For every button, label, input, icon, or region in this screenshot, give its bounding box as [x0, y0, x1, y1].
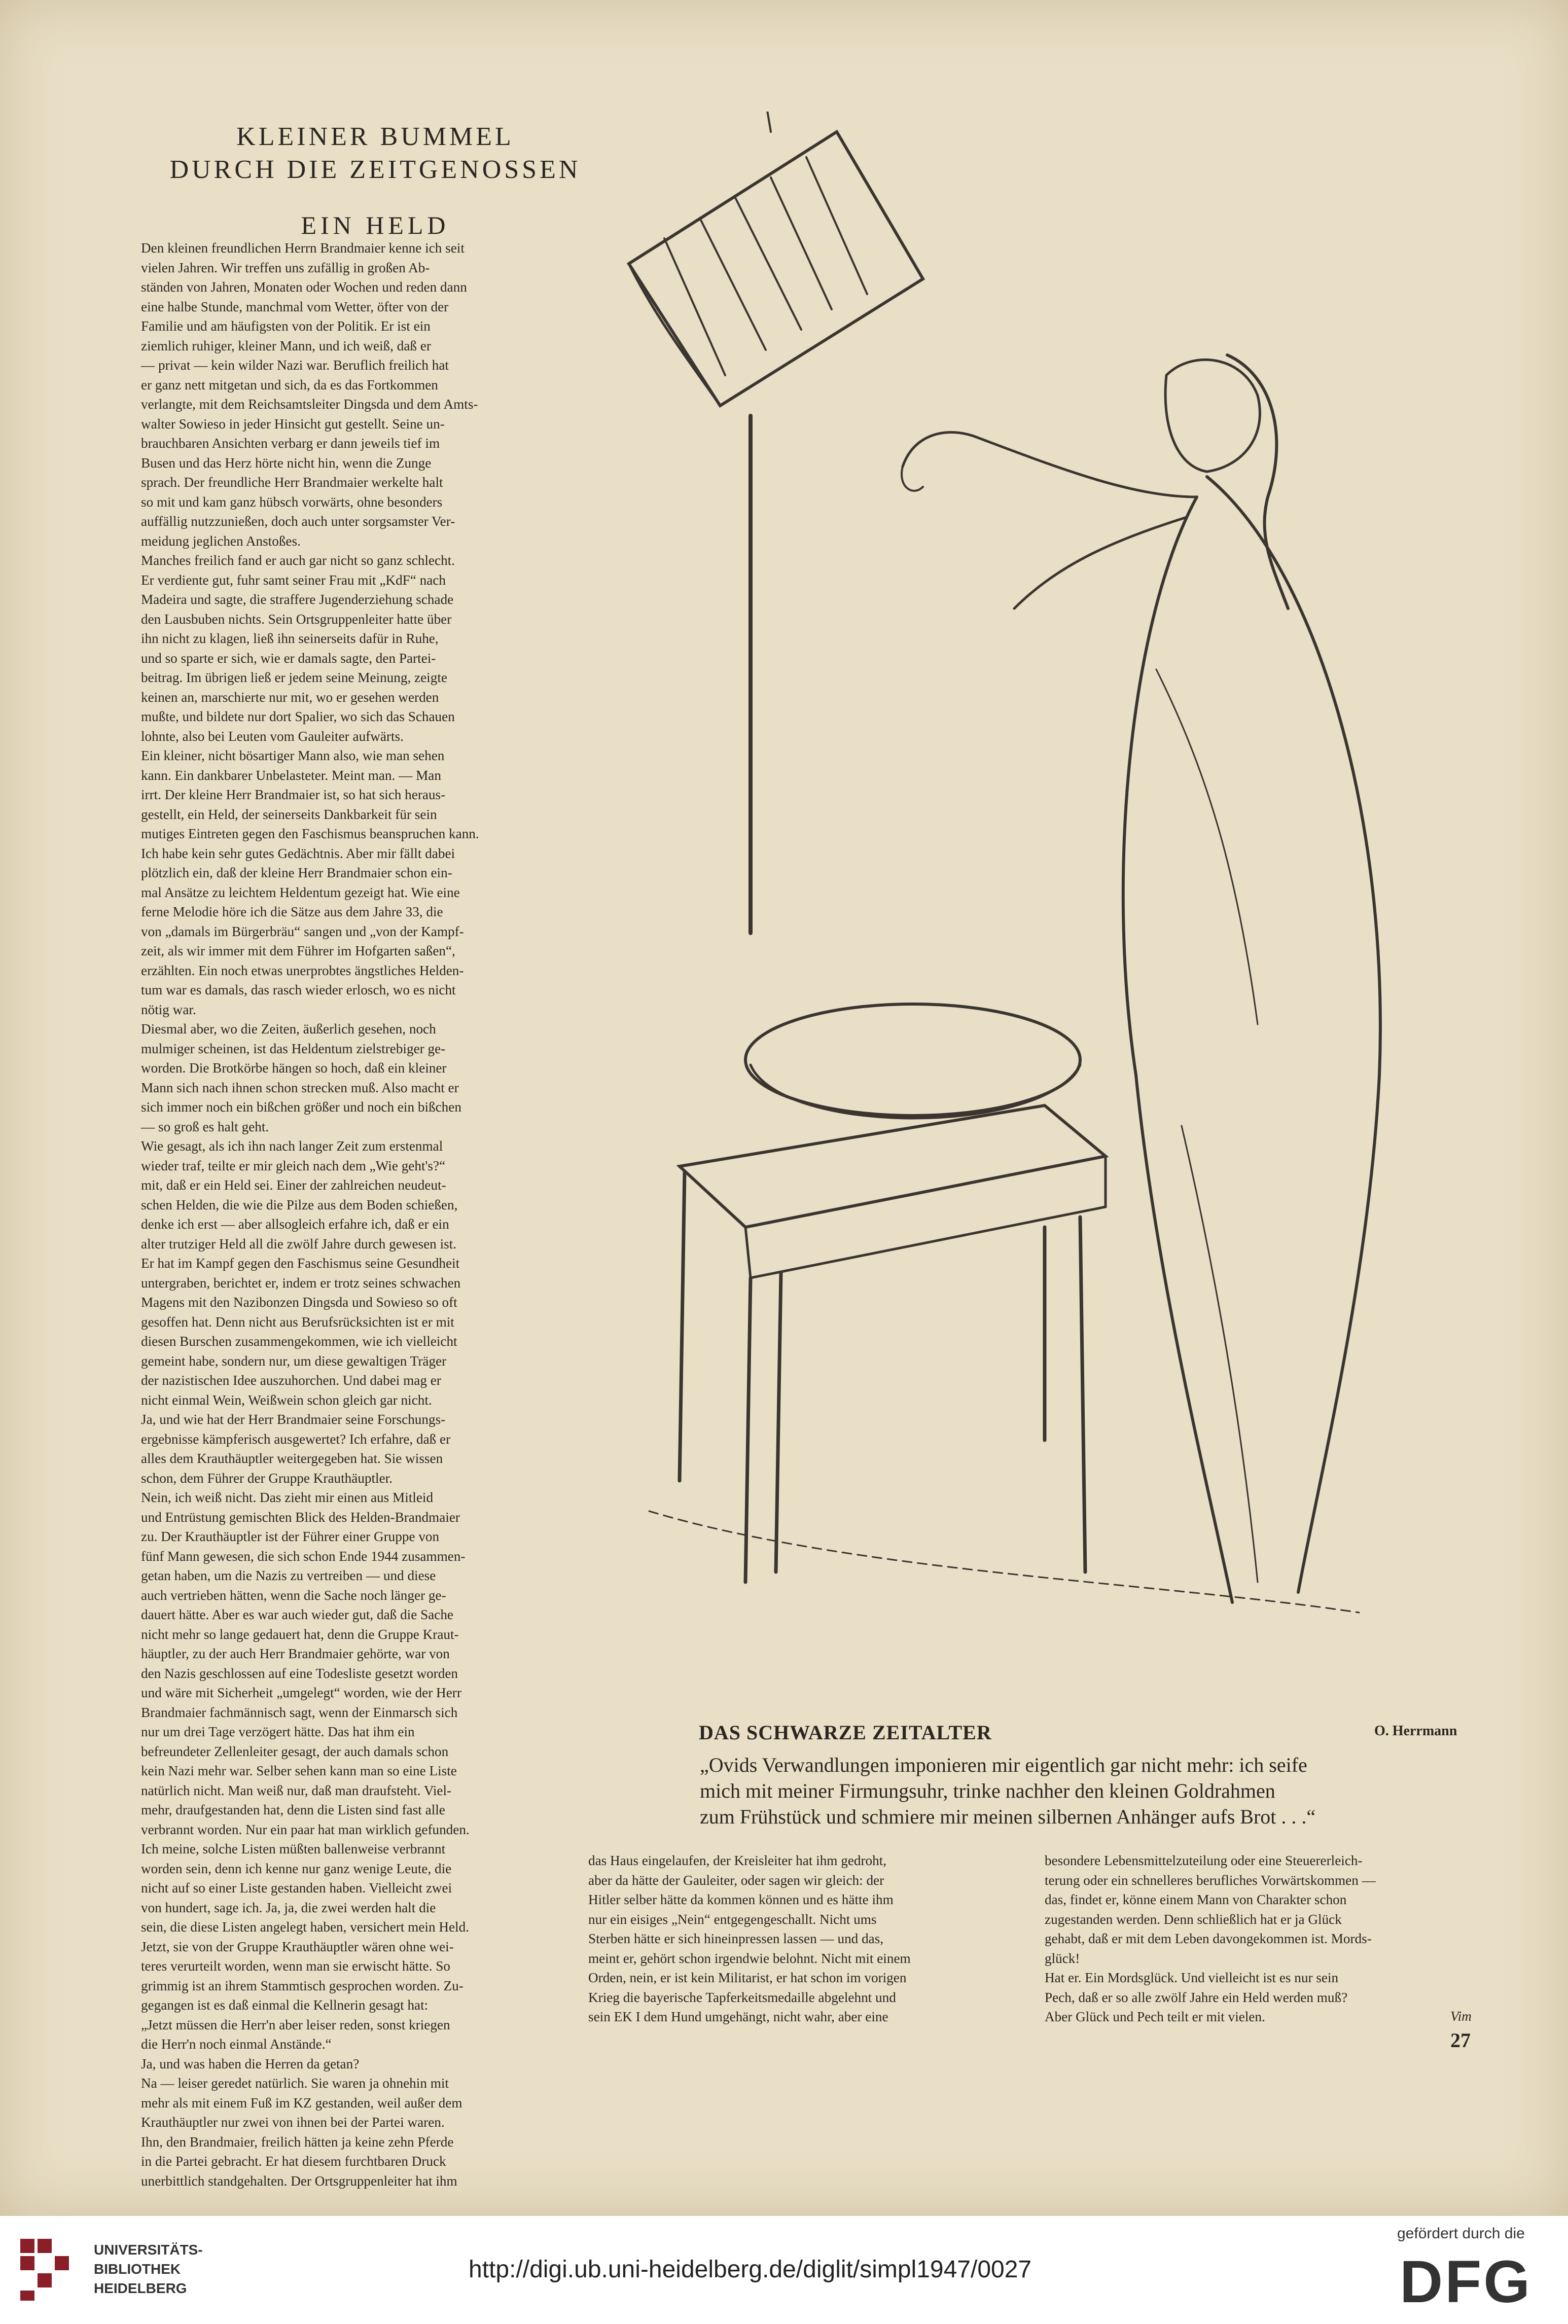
funder-label: gefördert durch die — [1397, 2225, 1525, 2242]
illustration-caption-title: DAS SCHWARZE ZEITALTER — [699, 1721, 992, 1744]
page-number: 27 — [1450, 2029, 1471, 2052]
illustration-artist-credit: O. Herrmann — [1374, 1723, 1457, 1739]
library-name-line: BIBLIOTHEK — [94, 2261, 181, 2277]
library-name-line: UNIVERSITÄTS- — [94, 2242, 203, 2258]
headline-ein-held: EIN HELD — [301, 211, 450, 239]
university-library-name[interactable] — [94, 2240, 203, 2298]
headline-kleiner-bummel: KLEINER BUMMEL — [236, 122, 514, 151]
article-main-column: Den kleinen freundlichen Herrn Brandmaier kenne ich seit vielen Jahren. Wir treffen uns zufällig in großen Ab- ständen von Jahren, Monaten oder Wochen und reden dann eine halbe Stunde, manchmal vom Wetter, öfter von der Familie und am häufigsten von der Politik. Er ist ein ziemlich ruhiger, kleiner Mann, und ich weiß, daß er — privat — kein wilder Nazi war. Beruflich freilich hat er ganz nett mitgetan und sich, da es das Fortkommen verlangte, mit dem Reichsamtsleiter Dingsda und dem Amts- walter Sowieso in jeder Hinsicht gut gestellt. Seine un- brauchbaren Ansichten verbarg er dann jeweils tief im Busen und das Herz hörte nicht hin, wenn die Zunge sprach. Der freundliche Herr Brandmaier werkelte halt so mit und kam ganz hübsch vorwärts, ohne besonders auffällig nutzzunießen, doch auch unter sorgsamster Ver- meidung jeglichen Anstoßes. Manches freilich fand er auch gar nicht so ganz schlecht. Er verdiente gut, fuhr samt seiner Frau mit „KdF“ nach Madeira und sagte, die straffere Jugenderziehung schade den Lausbuben nichts. Sein Ortsgruppenleiter hatte über ihn nicht zu klagen, ließ ihn seinerseits dafür in Ruhe, und so sparte er sich, wie er damals sagte, den Partei- beitrag. Im übrigen ließ er jedem seine Meinung, zeigte keinen an, marschierte nur mit, wo er gesehen werden mußte, und bildete nur dort Spalier, wo sich das Schauen lohnte, also bei Leuten vom Gauleiter aufwärts. Ein kleiner, nicht bösartiger Mann also, wie man sehen kann. Ein dankbarer Unbelasteter. Meint man. — Man irrt. Der kleine Herr Brandmaier ist, so hat sich heraus- gestellt, ein Held, der seinerseits Dankbarkeit für sein mutiges Eintreten gegen den Faschismus beanspruchen kann. Ich habe kein sehr gutes Gedächtnis. Aber mir fällt dabei plötzlich ein, daß der kleine Herr Brandmaier schon ein- mal Ansätze zu leichtem Heldentum gezeigt hat. Wie eine ferne Melodie höre ich die Sätze aus dem Jahre 33, die von „damals im Bürgerbräu“ sangen und „von der Kampf- zeit, als wir immer mit dem Führer im Hofgarten saßen“, erzählten. Ein noch etwas unerprobtes ängstliches Helden- tum war es damals, das rasch wieder erlosch, wo es nicht nötig war. Diesmal aber, wo die Zeiten, äußerlich gesehen, noch mulmiger scheinen, ist das Heldentum zielstrebiger ge- worden. Die Brotkörbe hängen so hoch, daß ein kleiner Mann sich nach ihnen schon strecken muß. Also macht er sich immer noch ein bißchen größer und noch ein bißchen — so groß es halt geht. Wie gesagt, als ich ihn nach langer Zeit zum erstenmal wieder traf, teilte er mir gleich nach dem „Wie geht's?“ mit, daß er ein Held sei. Einer der zahlreichen neudeut- schen Helden, die wie die Pilze aus dem Boden schießen, denke ich erst — aber allsogleich erfahre ich, daß er ein alter trutziger Held all die zwölf Jahre durch gewesen ist. Er hat im Kampf gegen den Faschismus seine Gesundheit untergraben, berichtet er, indem er trotz seines schwachen Magens mit den Nazibonzen Dingsda und Sowieso so oft gesoffen hat. Denn nicht aus Berufsrücksichten ist er mit diesen Burschen zusammengekommen, wie ich vielleicht gemeint habe, sondern nur, um diese gewaltigen Träger der nazistischen Idee auszuhorchen. Und dabei mag er nicht einmal Wein, Weißwein schon gleich gar nicht. Ja, und wie hat der Herr Brandmaier seine Forschungs- ergebnisse kämpferisch ausgewertet? Ich erfahre, daß er alles dem Krauthäuptler weitergegeben hat. Sie wissen schon, dem Führer der Gruppe Krauthäuptler. Nein, ich weiß nicht. Das zieht mir einen aus Mitleid und Entrüstung gemischten Blick des Helden-Brandmaier zu. Der Krauthäuptler ist der Führer einer Gruppe von fünf Mann gewesen, die sich schon Ende 1944 zusammen- getan haben, um die Nazis zu vertreiben — und diese auch vertrieben hätten, wenn die Sache noch länger ge- dauert hätte. Aber es war auch wieder gut, daß die Sache nicht mehr so lange gedauert hat, denn die Gruppe Kraut- häuptler, zu der auch Herr Brandmaier gehörte, war von den Nazis geschlossen auf eine Todesliste gesetzt worden und wäre mit Sicherheit „umgelegt“ worden, wie der Herr Brandmaier fachmännisch sagt, wenn der Einmarsch sich nur um drei Tage verzögert hätte. Das hat ihm ein befreundeter Zellenleiter gesagt, der auch damals schon kein Nazi mehr war. Selber sehen kann man so eine Liste natürlich nicht. Man weiß nur, daß man draufsteht. Viel- mehr, draufgestanden hat, denn die Listen sind fast alle verbrannt worden. Nur ein paar hat man wirklich gefunden. Ich meine, solche Listen müßten ballenweise verbrannt worden sein, denn ich kenne nur ganz wenige Leute, die nicht auf so einer Liste gestanden haben. Vielleicht zwei von hundert, sage ich. Ja, ja, die zwei werden halt die sein, die diese Listen angelegt haben, versichert mein Held. Jetzt, sie von der Gruppe Krauthäuptler wären ohne wei- teres verurteilt worden, wenn man sie erwischt hätte. So grimmig ist an ihrem Stammtisch gesprochen worden. Zu- gegangen ist es daß einmal die Kellnerin gesagt hat: „Jetzt müssen die Herr'n aber leiser reden, sonst kriegen die Herr'n noch einmal Anstände.“ Ja, und was haben die Herren da getan? Na — leiser geredet natürlich. Sie waren ja ohnehin mit mehr als mit einem Fuß im KZ gestanden, weil außer dem Krauthäuptler nur zwei von ihnen bei der Partei waren. Ihn, den Brandmaier, freilich hätten ja keine zehn Pferde in die Partei gebracht. Er hat diesem furchtbaren Druck unerbittlich standgehalten. Der Ortsgruppenleiter hat ihm — [141, 240, 479, 2189]
article-middle-column: das Haus eingelaufen, der Kreisleiter hat ihm gedroht, aber da hätte der Gauleiter, oder sagen wir gleich: der Hitler selber hätte da kommen können und es hätte ihm nur ein eisiges „Nein“ entgegengeschallt. Nicht ums Sterben hätte er sich hineinpressen lassen — und das, meint er, gehört schon irgendwie belohnt. Nicht mit einem Orden, nein, er ist kein Militarist, er hat schon im vorigen Krieg die bayerische Tapferkeitsmedaille abgelehnt und sein EK I dem Hund umgehängt, nicht wahr, aber eine — [588, 1853, 911, 2024]
article-right-column: besondere Lebensmittelzuteilung oder eine Steuererleich- terung oder ein schnelleres berufliches Vorwärtskommen — das, findet er, könne einem Mann von Charakter schon zugestanden werden. Denn schließlich hat er ja Glück gehabt, daß er mit dem Leben davongekommen ist. Mords- glück! Hat er. Ein Mordsglück. Und vielleicht ist es nur sein Pech, daß er so alle zwölf Jahre ein Held werden muß? Aber Glück und Pech teilt er mit vielen. — [1045, 1853, 1376, 2024]
university-library-logo-icon[interactable] — [15, 2234, 86, 2305]
library-name-line: HEIDELBERG — [94, 2280, 187, 2296]
permalink-url[interactable]: http://digi.ub.uni-heidelberg.de/diglit/simpl1947/0027 — [469, 2256, 1032, 2283]
digitization-footer — [0, 2216, 1568, 2324]
illustration-caption-quote: „Ovids Verwandlungen imponieren mir eigentlich gar nicht mehr: ich seife mich mit meiner Firmungsuhr, trinke nachher den kleinen Goldrahmen zum Frühstück und schmiere mir meinen silbernen Anhänger aufs Brot . . .“ — [700, 1754, 1316, 1828]
article-author-signature: Vim — [1450, 2009, 1472, 2024]
headline-zeitgenossen: DURCH DIE ZEITGENOSSEN — [169, 155, 581, 184]
sketch-illustration — [598, 112, 1471, 1704]
dfg-logo[interactable]: DFG — [1400, 2248, 1533, 2315]
